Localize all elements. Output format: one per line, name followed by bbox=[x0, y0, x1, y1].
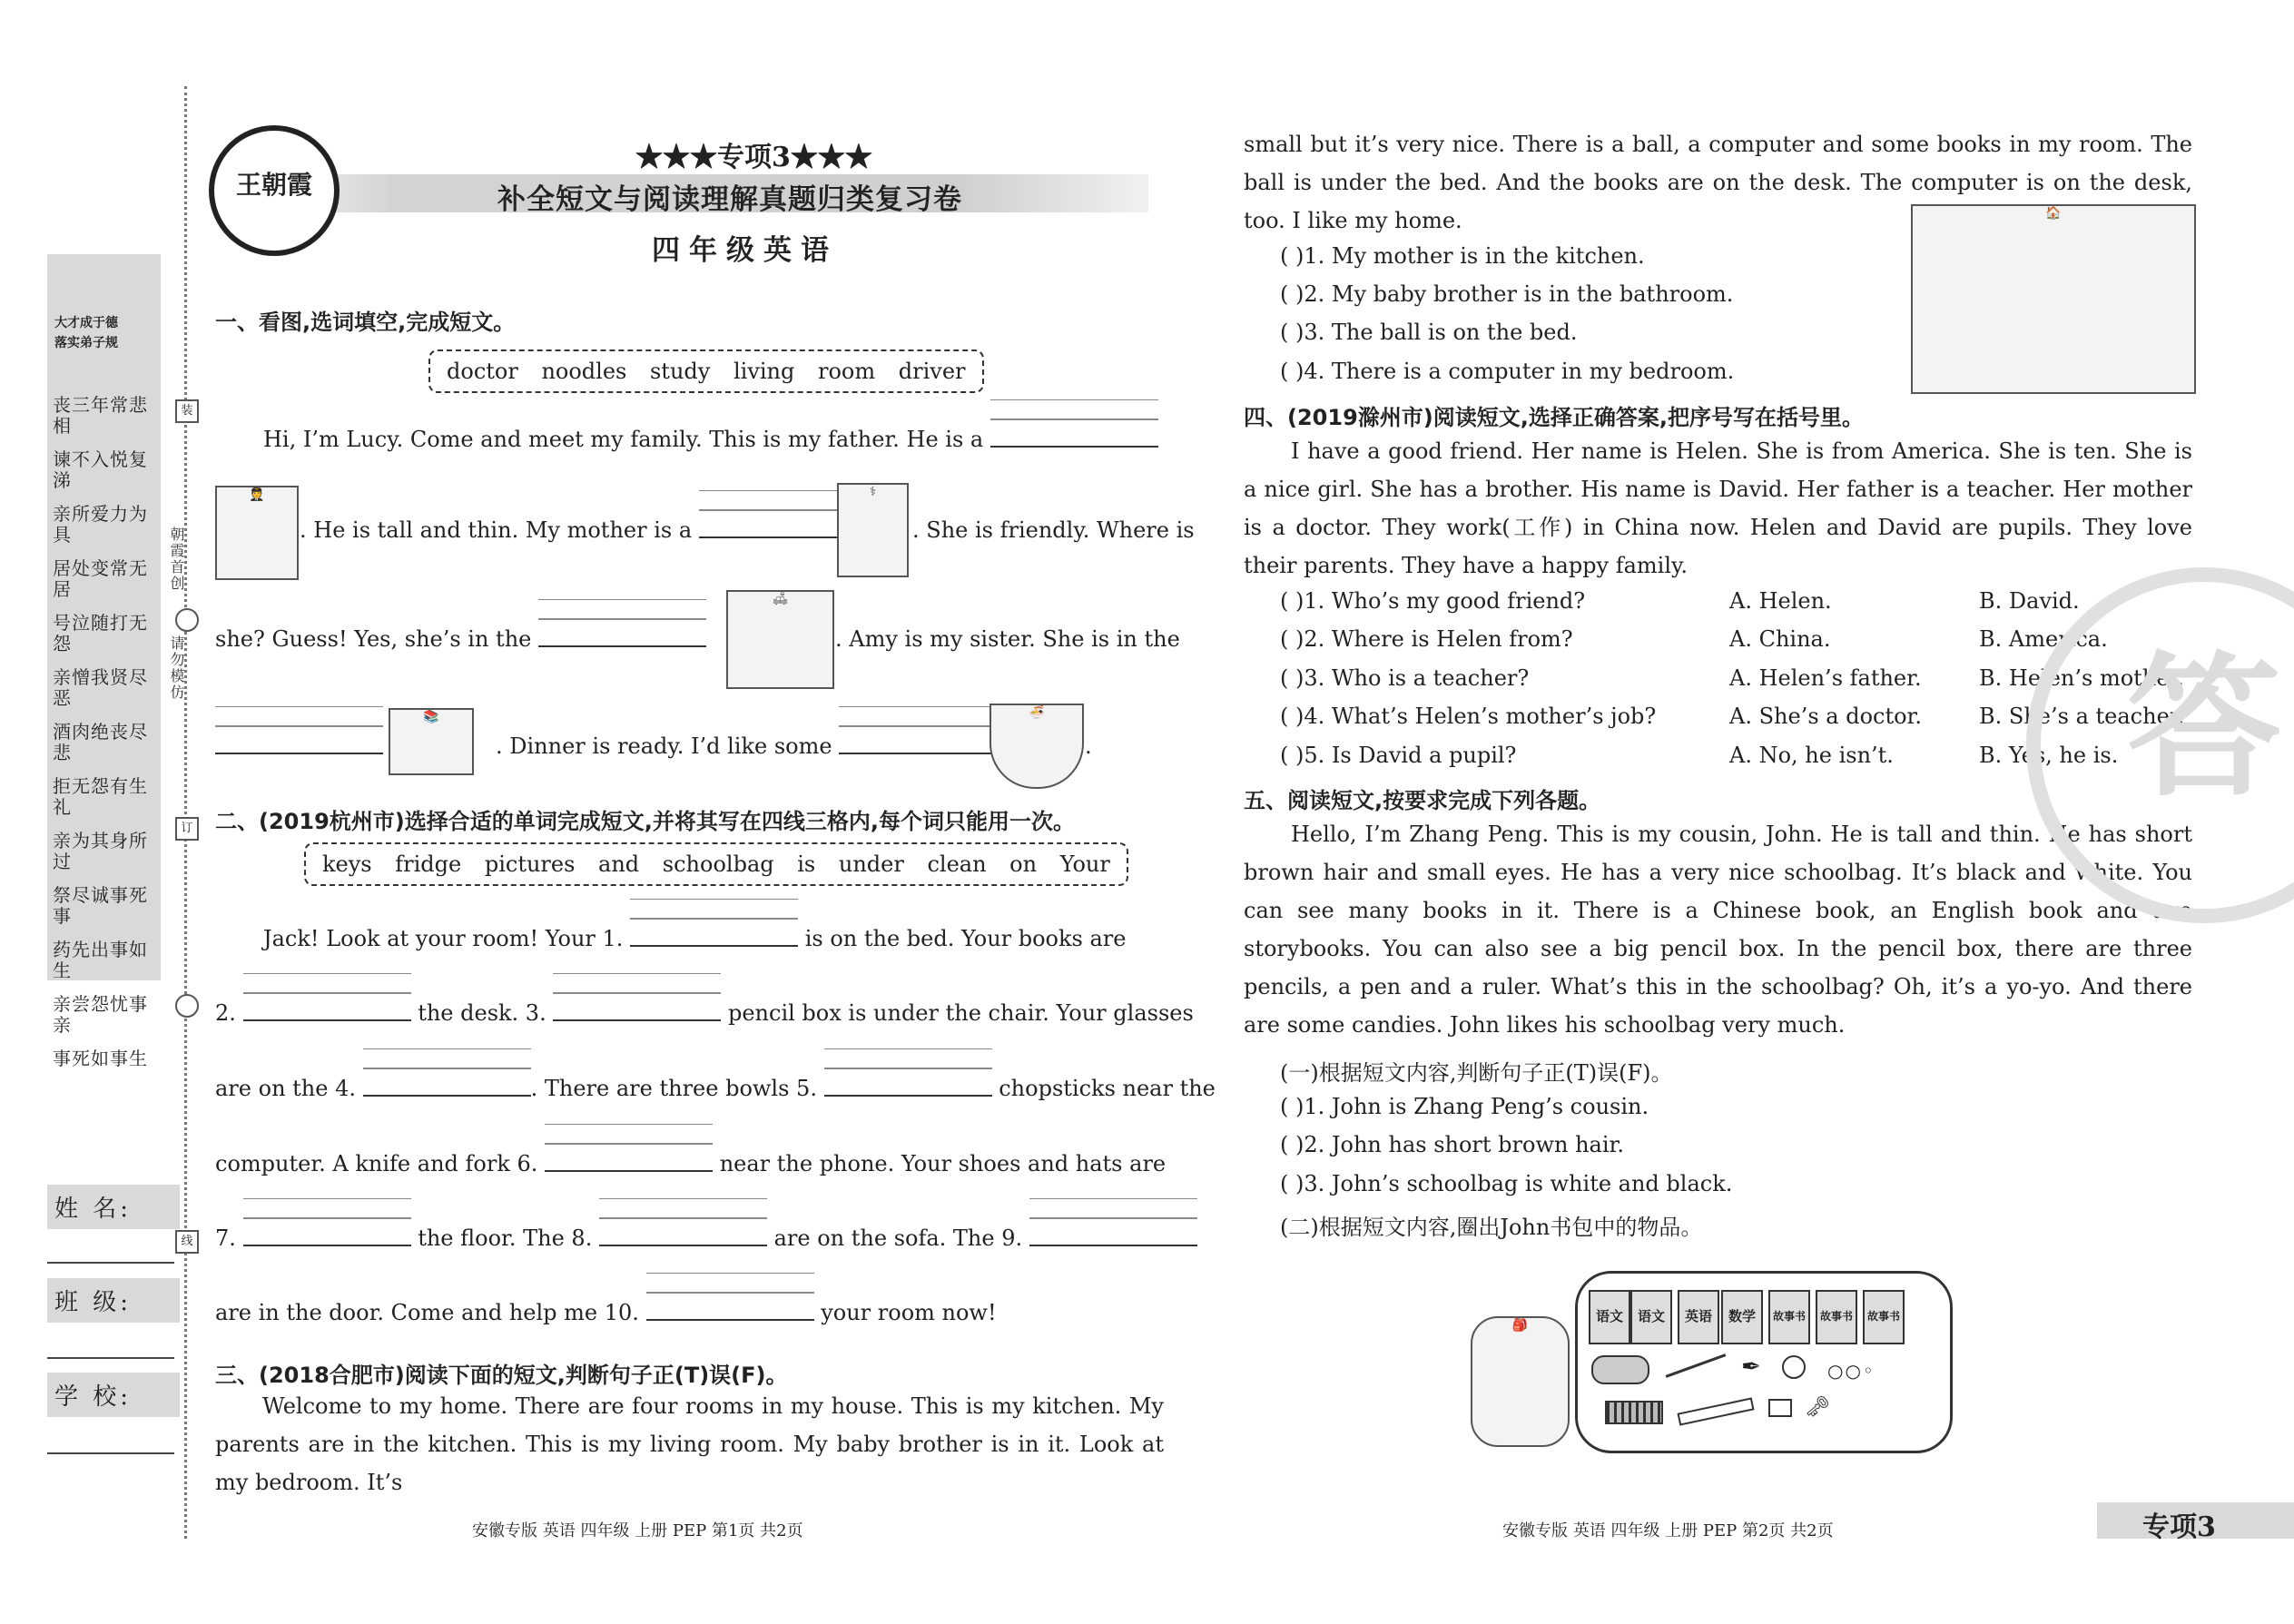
keys-icon[interactable]: 🗝 bbox=[1805, 1396, 1830, 1419]
s3-item-2: ( )2. My baby brother is in the bathroom. bbox=[1280, 281, 1734, 307]
vertical-note-1: 朝霞首创 bbox=[168, 527, 185, 592]
section-2-heading: 二、(2019杭州市)选择合适的单词完成短文,并将其写在四线三格内,每个词只能用一次。 bbox=[215, 809, 1075, 834]
pencil-box-icon[interactable] bbox=[1591, 1355, 1649, 1384]
answer-blank[interactable] bbox=[839, 733, 1007, 759]
s5-item-3: ( )3. John’s schoolbag is white and black. bbox=[1280, 1171, 1733, 1196]
class-label: 班 级: bbox=[47, 1278, 180, 1323]
s4-option-a: A. She’s a doctor. bbox=[1729, 704, 1923, 729]
schoolbag-icon: 🎒 bbox=[1471, 1316, 1570, 1447]
s2-line-4: computer. A knife and fork 6. near the phone. Your shoes and hats are bbox=[215, 1151, 1167, 1176]
section-3-heading: 三、(2018合肥市)阅读下面的短文,判断句子正(T)误(F)。 bbox=[215, 1363, 788, 1388]
sidebar-poems: 丧三年常悲相 谏不入悦复涕 亲所爱力为具 居处变常无居 号泣随打无怨 亲憎我贤尽恶 酒肉绝丧尽悲 拒无怨有生礼 亲为其身所过 祭尽诚事死事 药先出事如生 亲尝怨忧事亲 事死如事生 bbox=[53, 394, 148, 1069]
candy-icon[interactable]: ○○◦ bbox=[1827, 1360, 1876, 1382]
section-3-passage-left: Welcome to my home. There are four rooms in my house. This is my kitchen. My parents are in the kitchen. This is my living room. My baby brother is in it. Look at my bedroom. It’s bbox=[215, 1393, 1164, 1495]
answer-blank[interactable] bbox=[243, 1000, 411, 1026]
class-field[interactable] bbox=[47, 1357, 174, 1359]
s1-line-3: she? Guess! Yes, she’s in the bbox=[215, 626, 706, 652]
storybook-icon[interactable]: 故事书 bbox=[1768, 1290, 1810, 1344]
s5-subheading-1: (一)根据短文内容,判断句子正(T)误(F)。 bbox=[1280, 1060, 1673, 1086]
s4-question-3: ( )3. Who is a teacher? bbox=[1280, 665, 1530, 691]
s4-option-b: B. Helen’s mother. bbox=[1979, 665, 2184, 691]
section-2-word-box: keys fridge pictures and schoolbag is under clean on Your bbox=[304, 842, 1128, 886]
answer-watermark: 答 bbox=[2026, 567, 2294, 923]
footer-left: 安徽专版 英语 四年级 上册 PEP 第1页 共2页 bbox=[472, 1521, 803, 1540]
s1-line-4b: . Dinner is ready. I’d like some bbox=[496, 733, 1007, 759]
doctor-picture: ⚕ bbox=[837, 483, 909, 577]
s2-line-3: are on the 4. . There are three bowls 5. chopsticks near the bbox=[215, 1076, 1216, 1101]
s4-option-a: A. Helen. bbox=[1729, 588, 1832, 614]
house-picture: 🏠 bbox=[1911, 204, 2196, 394]
s3-item-3: ( )3. The ball is on the bed. bbox=[1280, 320, 1578, 345]
s1-line-1: Hi, I’m Lucy. Come and meet my family. This is my father. He is a bbox=[263, 427, 1158, 452]
answer-blank[interactable] bbox=[538, 626, 706, 652]
s1-line-2b: . She is friendly. Where is bbox=[912, 517, 1195, 543]
answer-blank[interactable] bbox=[824, 1076, 992, 1101]
series-label: ★★★专项3★★★ bbox=[635, 142, 872, 173]
section-4-heading: 四、(2019滁州市)阅读短文,选择正确答案,把序号写在括号里。 bbox=[1244, 405, 1864, 430]
s1-line-3b: . Amy is my sister. She is in the bbox=[835, 626, 1180, 652]
binding-hole-2 bbox=[175, 994, 199, 1018]
s4-option-a: A. China. bbox=[1729, 626, 1831, 652]
answer-blank[interactable] bbox=[990, 427, 1158, 452]
name-label: 姓 名: bbox=[47, 1185, 180, 1229]
section-5-heading: 五、阅读短文,按要求完成下列各题。 bbox=[1244, 788, 1601, 813]
s1-line-2: . He is tall and thin. My mother is a bbox=[300, 517, 867, 543]
answer-blank[interactable] bbox=[553, 1000, 721, 1026]
s4-question-2: ( )2. Where is Helen from? bbox=[1280, 626, 1573, 652]
s2-line-5: 7. the floor. The 8. are on the sofa. The 9. bbox=[215, 1225, 1197, 1251]
answer-blank[interactable] bbox=[1029, 1225, 1197, 1251]
s4-option-b: B. Yes, he is. bbox=[1979, 743, 2119, 768]
s3-item-4: ( )4. There is a computer in my bedroom. bbox=[1280, 359, 1735, 384]
school-field[interactable] bbox=[47, 1452, 174, 1454]
book-icon[interactable]: 语文 bbox=[1589, 1290, 1630, 1344]
storybook-icon[interactable]: 故事书 bbox=[1816, 1290, 1857, 1344]
items-bubble bbox=[1575, 1271, 1953, 1453]
section-5-passage: Hello, I’m Zhang Peng. This is my cousin, John. He is tall and thin. He has short brown hair and small eyes. He has a very nice schoolbag. It’s black and white. You can see many books in it. There is a Chinese book, an English book and two storybooks. You can also see a big pencil box. In the pencil box, there are three pencils, a pen and a ruler. What’s this in the schoolbag? Oh, it’s a yo-yo. And there are some candies. John likes his schoolbag very much. bbox=[1244, 822, 2192, 1038]
s2-line-1: Jack! Look at your room! Your 1. is on the bed. Your books are bbox=[263, 926, 1127, 951]
footer-right: 安徽专版 英语 四年级 上册 PEP 第2页 共2页 bbox=[1502, 1521, 1834, 1540]
yoyo-icon[interactable] bbox=[1782, 1355, 1806, 1379]
binding-dotted-line bbox=[184, 86, 187, 1539]
cut-mark-1: 装 bbox=[175, 399, 199, 423]
comb-icon[interactable] bbox=[1605, 1401, 1663, 1424]
s4-question-4: ( )4. What’s Helen’s mother’s job? bbox=[1280, 704, 1657, 729]
s4-option-a: A. No, he isn’t. bbox=[1729, 743, 1894, 768]
storybook-icon[interactable]: 故事书 bbox=[1863, 1290, 1905, 1344]
section-1-word-box: doctor noodles study living room driver bbox=[428, 349, 984, 393]
cut-mark-3: 线 bbox=[175, 1230, 199, 1254]
section-3-passage-right: small but it’s very nice. There is a ball, a computer and some books in my room. The ball is under the bed. And the books are on the desk. The computer is on the desk, too. I like my home. bbox=[1244, 132, 2192, 233]
answer-blank[interactable] bbox=[599, 1225, 767, 1251]
eraser-icon[interactable] bbox=[1768, 1399, 1792, 1417]
s1-line-4c: . bbox=[1085, 733, 1092, 759]
sidebar-panel bbox=[47, 254, 161, 1069]
binding-hole-1 bbox=[175, 608, 199, 632]
answer-blank[interactable] bbox=[243, 1225, 411, 1251]
answer-blank[interactable] bbox=[215, 733, 383, 759]
s5-item-2: ( )2. John has short brown hair. bbox=[1280, 1132, 1624, 1157]
study-picture: 📚 bbox=[389, 708, 474, 775]
page-tag: 专项3 bbox=[2142, 1511, 2216, 1543]
ruler-icon[interactable] bbox=[1677, 1397, 1754, 1425]
s4-question-1: ( )1. Who’s my good friend? bbox=[1280, 588, 1586, 614]
s3-item-1: ( )1. My mother is in the kitchen. bbox=[1280, 243, 1645, 269]
s2-line-6: are in the door. Come and help me 10. your room now! bbox=[215, 1300, 997, 1325]
answer-blank[interactable] bbox=[545, 1151, 713, 1176]
book-icon[interactable]: 数学 bbox=[1721, 1290, 1763, 1344]
s4-option-b: B. America. bbox=[1979, 626, 2108, 652]
section-1-heading: 一、看图,选词填空,完成短文。 bbox=[215, 310, 516, 335]
driver-picture: 🧑‍✈️ bbox=[215, 486, 299, 580]
schoolbag-illustration bbox=[1471, 1271, 1952, 1452]
section-4-passage: I have a good friend. Her name is Helen. She is from America. She is ten. She is a nice girl. She has a brother. His name is David. Her father is a teacher. Her mother is a doctor. They work(工作) in China now. Helen and David are pupils. They love their parents. They have a happy family. bbox=[1244, 438, 2192, 578]
noodles-picture: 🍜 bbox=[989, 704, 1084, 789]
cut-mark-2: 订 bbox=[175, 817, 199, 841]
answer-blank[interactable] bbox=[630, 926, 798, 951]
s2-line-2: 2. the desk. 3. pencil box is under the chair. Your glasses bbox=[215, 1000, 1194, 1026]
book-icon[interactable]: 语文 bbox=[1630, 1290, 1672, 1344]
s5-subheading-2: (二)根据短文内容,圈出John书包中的物品。 bbox=[1280, 1215, 1703, 1240]
book-icon[interactable]: 英语 bbox=[1678, 1290, 1719, 1344]
name-field[interactable] bbox=[47, 1262, 174, 1264]
s1-line-4 bbox=[215, 733, 383, 759]
s4-option-b: B. David. bbox=[1979, 588, 2080, 614]
page-title: 补全短文与阅读理解真题归类复习卷 bbox=[497, 183, 962, 216]
s4-option-a: A. Helen’s father. bbox=[1729, 665, 1922, 691]
answer-blank[interactable] bbox=[363, 1076, 531, 1101]
brand-logo: 王朝霞 bbox=[209, 125, 340, 256]
living-room-picture: 🛋 bbox=[726, 590, 834, 689]
s4-option-b: B. She’s a teacher. bbox=[1979, 704, 2185, 729]
s5-item-1: ( )1. John is Zhang Peng’s cousin. bbox=[1280, 1094, 1649, 1119]
page-subtitle: 四年级英语 bbox=[652, 234, 838, 267]
pen-icon[interactable]: ✒ bbox=[1741, 1353, 1761, 1381]
pencil-icon[interactable] bbox=[1666, 1353, 1727, 1378]
answer-blank[interactable] bbox=[646, 1300, 814, 1325]
sidebar-motto: 大才成于德 落实弟子规 bbox=[54, 316, 118, 350]
vertical-note-2: 请勿模仿 bbox=[168, 635, 185, 701]
school-label: 学 校: bbox=[47, 1373, 180, 1417]
s4-question-5: ( )5. Is David a pupil? bbox=[1280, 743, 1517, 768]
